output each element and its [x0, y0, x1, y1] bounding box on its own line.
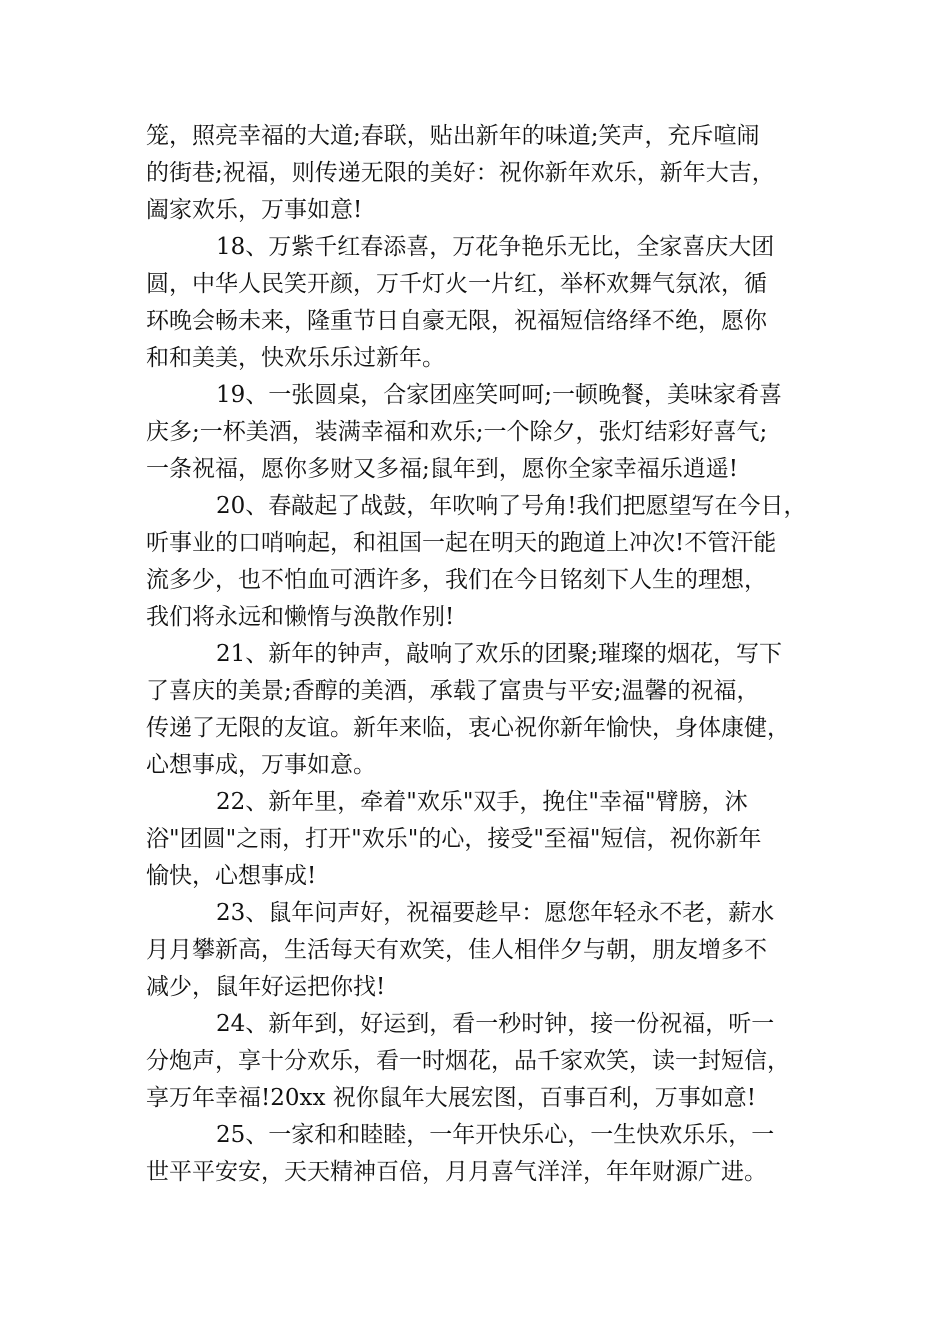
- paragraph-p20: [146, 488, 826, 636]
- text-line: 庆多;一杯美酒，装满幸福和欢乐;一个除夕，张灯结彩好喜气;: [146, 419, 768, 445]
- text-line: 世平平安安，天天精神百倍，月月喜气洋洋，年年财源广进。: [146, 1159, 767, 1185]
- text-line: 了喜庆的美景;香醇的美酒，承载了富贵与平安;温馨的祝福，: [146, 678, 760, 704]
- document-body: [146, 118, 826, 1191]
- text-line: 月月攀新高，生活每天有欢笑，佳人相伴夕与朝，朋友增多不: [146, 937, 767, 963]
- text-line: 和和美美，快欢乐乐过新年。: [146, 345, 445, 371]
- paragraph-p21: [146, 636, 826, 784]
- text-line: 心想事成，万事如意。: [146, 752, 376, 778]
- text-line: 圆，中华人民笑开颜，万千灯火一片红，举杯欢舞气氛浓，循: [146, 271, 767, 297]
- paragraph-p22: [146, 784, 826, 895]
- text-line: 19、一张圆桌，合家团座笑呵呵;一顿晚餐，美味家肴喜: [216, 382, 783, 408]
- text-line: 分炮声，享十分欢乐，看一时烟花，品千家欢笑，读一封短信，: [146, 1048, 790, 1074]
- paragraph-p24: [146, 1006, 826, 1117]
- text-line: 阖家欢乐，万事如意!: [146, 197, 363, 223]
- text-line: 一条祝福，愿你多财又多福;鼠年到，愿你全家幸福乐逍遥!: [146, 456, 738, 482]
- text-line: 流多少，也不怕血可洒许多，我们在今日铭刻下人生的理想，: [146, 567, 767, 593]
- text-line: 24、新年到，好运到，看一秒时钟，接一份祝福，听一: [216, 1011, 775, 1037]
- paragraph-p18: [146, 229, 826, 377]
- text-line: 21、新年的钟声，敲响了欢乐的团聚;璀璨的烟花，写下: [216, 641, 783, 667]
- text-line: 环晚会畅未来，隆重节日自豪无限，祝福短信络绎不绝，愿你: [146, 308, 767, 334]
- text-line: 25、一家和和睦睦，一年开快乐心，一生快欢乐乐，一: [216, 1122, 775, 1148]
- text-line: 的街巷;祝福，则传递无限的美好：祝你新年欢乐，新年大吉，: [146, 160, 775, 186]
- paragraph-p17-tail: [146, 118, 826, 229]
- text-line: 享万年幸福!20xx 祝你鼠年大展宏图，百事百利，万事如意!: [146, 1085, 757, 1111]
- text-line: 18、万紫千红春添喜，万花争艳乐无比，全家喜庆大团: [216, 234, 775, 260]
- text-line: 我们将永远和懒惰与涣散作别!: [146, 604, 455, 630]
- text-line: 22、新年里，牵着"欢乐"双手，挽住"幸福"臂膀，沐: [216, 789, 748, 815]
- text-line: 23、鼠年问声好，祝福要趁早：愿您年轻永不老，薪水: [216, 900, 775, 926]
- paragraph-p25: [146, 1117, 826, 1191]
- paragraph-p19: [146, 377, 826, 488]
- paragraph-p23: [146, 895, 826, 1006]
- text-line: 减少，鼠年好运把你找!: [146, 974, 386, 1000]
- text-line: 愉快，心想事成!: [146, 863, 317, 889]
- text-line: 笼，照亮幸福的大道;春联，贴出新年的味道;笑声，充斥喧闹: [146, 123, 760, 149]
- text-line: 听事业的口哨响起，和祖国一起在明天的跑道上冲次!不管汗能: [146, 530, 777, 556]
- text-line: 浴"团圆"之雨，打开"欢乐"的心，接受"至福"短信，祝你新年: [146, 826, 762, 852]
- text-line: 20、春敲起了战鼓，年吹响了号角!我们把愿望写在今日，: [216, 493, 807, 519]
- text-line: 传递了无限的友谊。新年来临，衷心祝你新年愉快，身体康健，: [146, 715, 790, 741]
